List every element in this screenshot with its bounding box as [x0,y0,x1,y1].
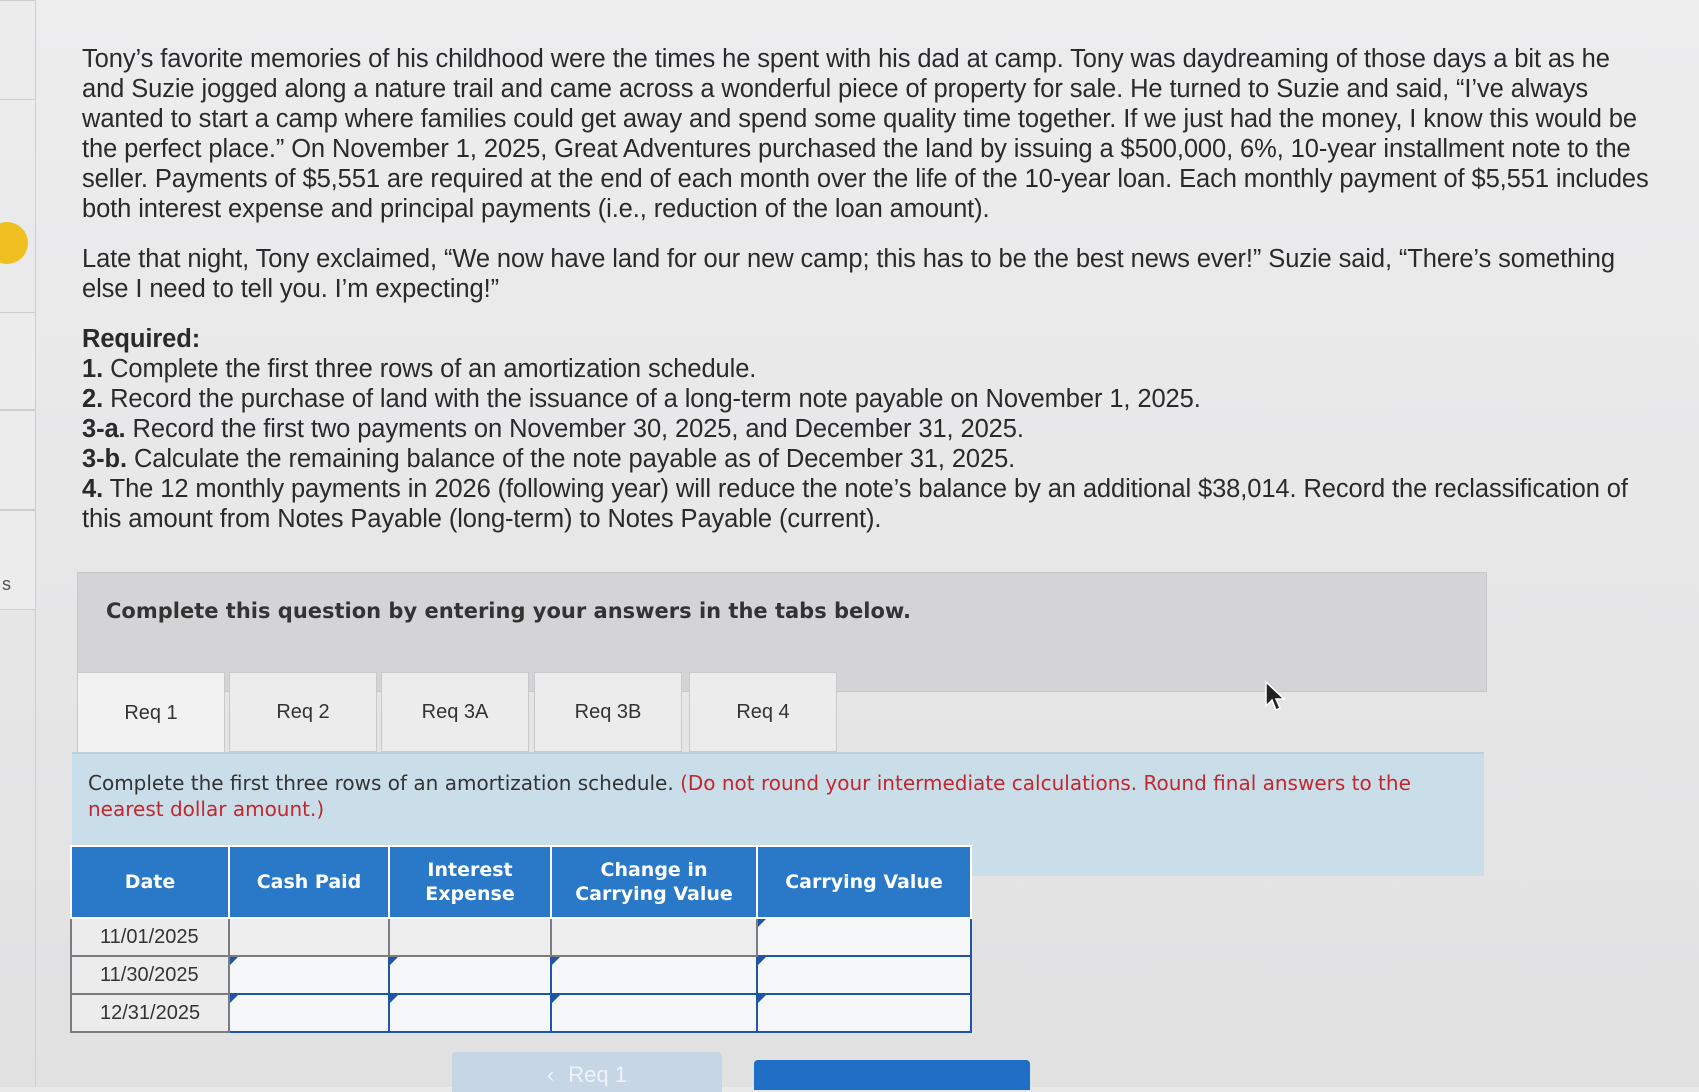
problem-story [82,44,1652,534]
date-cell: 11/01/2025 [71,918,229,956]
cash-paid-input-cell[interactable] [229,956,389,994]
next-req-button[interactable] [754,1060,1030,1090]
interest-expense-input[interactable] [390,995,550,1031]
header-carrying-value: Carrying Value [757,846,971,918]
cash-paid-input[interactable] [230,957,388,993]
tab-req-3b[interactable]: Req 3B [534,672,682,752]
tab-req-4[interactable]: Req 4 [689,672,837,752]
requirement-text: Record the first two payments on November 30, 2025, and December 31, 2025. [132,415,1024,443]
requirement-tabs [77,672,857,752]
question-prompt [88,770,1468,822]
previous-req-label: Req 1 [568,1062,628,1087]
carrying-value-input-cell[interactable] [757,956,971,994]
carrying-value-input-cell[interactable] [757,918,971,956]
requirement-item [82,354,1652,384]
cash-paid-cell-blank [229,918,389,956]
requirements-list [82,354,1652,534]
table-row [71,918,971,956]
change-carrying-value-input-cell[interactable] [551,994,757,1032]
requirement-number: 4. [82,475,104,503]
left-sidebar-tab[interactable] [0,510,36,610]
requirement-item [82,384,1652,414]
requirement-number: 3-a. [82,415,126,443]
requirement-number: 2. [82,385,104,413]
date-cell: 12/31/2025 [71,994,229,1032]
carrying-value-input-cell[interactable] [757,994,971,1032]
left-sidebar-tab[interactable] [0,0,36,100]
requirement-text: Record the purchase of land with the issuance of a long-term note payable on November 1, 2025. [110,385,1201,413]
requirement-text: Calculate the remaining balance of the note payable as of December 31, 2025. [133,445,1016,473]
left-sidebar-letter-icon: s [2,574,11,594]
change-carrying-value-input[interactable] [552,957,756,993]
header-interest-expense: Interest Expense [389,846,551,918]
required-heading: Required: [82,325,201,353]
mouse-pointer-icon [1264,680,1290,714]
carrying-value-input[interactable] [758,919,970,955]
left-sidebar-edge [0,0,36,1087]
tab-req-3a[interactable]: Req 3A [381,672,529,752]
requirement-item [82,414,1652,444]
amortization-schedule-table [70,845,972,1033]
chevron-left-icon: ‹ [546,1062,555,1087]
interest-expense-input-cell[interactable] [389,994,551,1032]
left-sidebar-tab[interactable] [0,312,36,410]
header-date: Date [71,846,229,918]
table-row [71,994,971,1032]
tab-req-1[interactable]: Req 1 [77,672,225,754]
requirement-text: The 12 monthly payments in 2026 (following year) will reduce the note’s balance by an additional $38,014. Record the reclassification of this amount from Notes Payable (long-term) to Notes Payable (current). [82,475,1628,533]
prompt-main-text: Complete the first three rows of an amortization schedule. [88,771,674,795]
requirement-item [82,474,1652,534]
requirement-number: 3-b. [82,445,127,473]
prompt-rounding-note: (Do not round your intermediate calculations. Round final answers to the nearest dollar amount.) [88,771,1411,821]
requirement-text: Complete the first three rows of an amortization schedule. [110,355,757,383]
requirement-number: 1. [82,355,104,383]
tab-req-2[interactable]: Req 2 [229,672,377,752]
previous-req-button[interactable] [452,1052,722,1092]
interest-expense-cell-blank [389,918,551,956]
story-paragraph-1: Tony’s favorite memories of his childhood were the times he spent with his dad at camp. Tony was daydreaming of those days a bit as he and Suzie jogged along a nature trail and came across a wonderful piece of property for sale. He turned to Suzie and said, “I’ve always wanted to start a camp where families could get away and spend some quality time together. If we just had the money, I know this would be the perfect place.” On November 1, 2025, Great Adventures purchased the land by issuing a $500,000, 6%, 10-year installment note to the seller. Payments of $5,551 are required at the end of each month over the life of the 10-year loan. Each monthly payment of $5,551 includes both interest expense and principal payments (i.e., reduction of the loan amount). [82,45,1649,223]
table-row [71,956,971,994]
header-cash-paid: Cash Paid [229,846,389,918]
requirement-item [82,444,1652,474]
change-carrying-value-input[interactable] [552,995,756,1031]
interest-expense-input[interactable] [390,957,550,993]
date-cell: 11/30/2025 [71,956,229,994]
story-paragraph-2: Late that night, Tony exclaimed, “We now have land for our new camp; this has to be the best news ever!” Suzie said, “There’s something else I need to tell you. I’m expecting!” [82,245,1615,303]
header-change-in-carrying-value: Change in Carrying Value [551,846,757,918]
change-carrying-value-input-cell[interactable] [551,956,757,994]
table-header-row [71,846,971,918]
carrying-value-input[interactable] [758,995,970,1031]
change-carrying-value-cell-blank [551,918,757,956]
instructions-text: Complete this question by entering your answers in the tabs below. [106,599,911,623]
cash-paid-input[interactable] [230,995,388,1031]
interest-expense-input-cell[interactable] [389,956,551,994]
left-sidebar-tab[interactable] [0,410,36,510]
cash-paid-input-cell[interactable] [229,994,389,1032]
carrying-value-input[interactable] [758,957,970,993]
